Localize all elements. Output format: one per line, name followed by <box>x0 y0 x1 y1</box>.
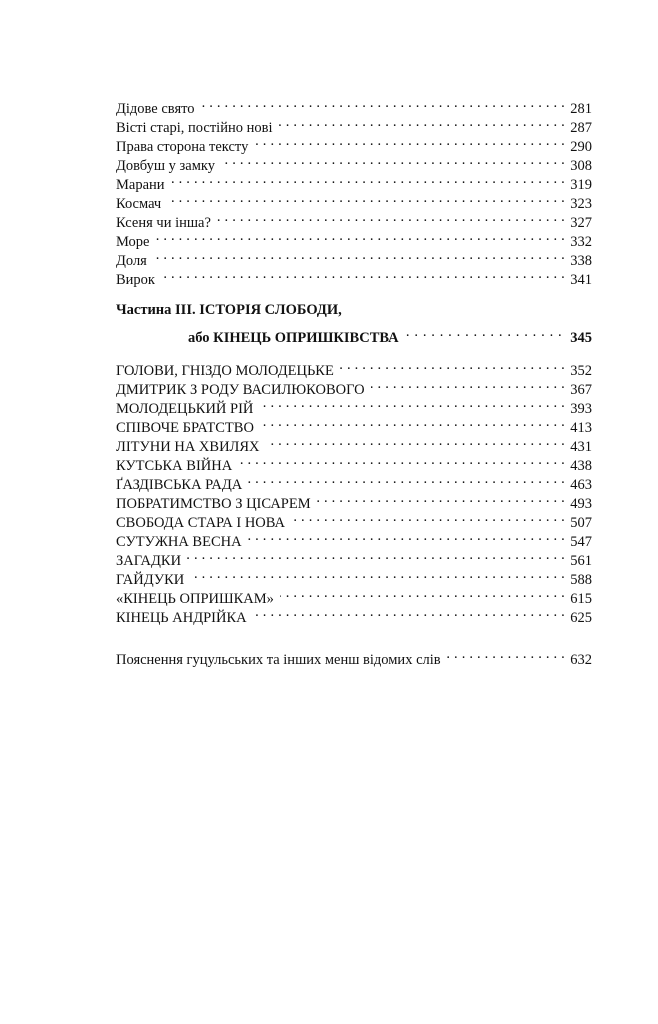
toc-entry-title: «КІНЕЦЬ ОПРИШКАМ» <box>116 591 274 607</box>
dot-leader <box>340 356 565 375</box>
dot-leader <box>187 546 565 565</box>
dot-leader <box>253 603 565 622</box>
dot-leader <box>259 394 565 413</box>
toc-entry-title: СВОБОДА СТАРА І НОВА <box>116 515 285 531</box>
toc-entry-page: 561 <box>570 553 592 569</box>
dot-leader <box>238 451 565 470</box>
toc-entry-title: Космач <box>116 196 162 212</box>
part-3-title-line1: Частина ІІІ. ІСТОРІЯ СЛОБОДИ, <box>116 302 342 318</box>
toc-entry <box>116 170 592 193</box>
toc-entry-title: ЗАГАДКИ <box>116 553 182 569</box>
toc-entry-page: 438 <box>570 458 592 474</box>
dot-leader <box>190 565 565 584</box>
toc-section-glossary <box>116 645 592 668</box>
toc-entry <box>116 265 592 288</box>
toc-entry-title: Права сторона тексту <box>116 139 249 155</box>
toc-entry-title: ГОЛОВИ, ГНІЗДО МОЛОДЕЦЬКЕ <box>116 363 334 379</box>
dot-leader <box>371 375 565 394</box>
toc-entry-title: ҐАЗДІВСЬКА РАДА <box>116 477 243 493</box>
dot-leader <box>153 246 565 265</box>
toc-entry-page: 507 <box>570 515 592 531</box>
dot-leader <box>317 489 565 508</box>
toc-entry <box>116 565 592 588</box>
toc-entry-title: Марани <box>116 177 165 193</box>
toc-entry-page: 341 <box>570 272 592 288</box>
dot-leader <box>221 151 565 170</box>
toc-entry <box>116 246 592 269</box>
dot-leader <box>201 94 565 113</box>
toc-entry-page: 323 <box>570 196 592 212</box>
toc-entry-page: 588 <box>570 572 592 588</box>
toc-entry <box>116 645 592 668</box>
toc-entry <box>116 356 592 379</box>
toc-list <box>116 94 592 288</box>
toc-entry-page: 319 <box>570 177 592 193</box>
toc-entry <box>116 546 592 569</box>
part-3-heading <box>116 301 592 346</box>
toc-entry-title: Вісті старі, постійно нові <box>116 120 273 136</box>
toc-entry-page: 327 <box>570 215 592 231</box>
toc-entry-title: Море <box>116 234 150 250</box>
dot-leader <box>248 527 565 546</box>
toc-entry-page: 632 <box>570 652 592 668</box>
toc-entry-title: Ксеня чи інша? <box>116 215 211 231</box>
toc-entry-page: 367 <box>570 382 592 398</box>
toc-section-part2-end <box>116 94 592 288</box>
toc-entry-title: ЛІТУНИ НА ХВИЛЯХ <box>116 439 260 455</box>
toc-entry-title: Довбуш у замку <box>116 158 215 174</box>
toc-list <box>116 645 592 668</box>
dot-leader <box>279 113 566 132</box>
part-3-title-line2-row <box>116 323 592 346</box>
dot-leader <box>167 189 565 208</box>
toc-entry <box>116 208 592 231</box>
toc-entry-title: СПІВОЧЕ БРАТСТВО <box>116 420 254 436</box>
toc-entry-page: 308 <box>570 158 592 174</box>
toc-entry-title: Пояснення гуцульських та інших менш відомих слів <box>116 652 441 668</box>
toc-entry-page: 352 <box>570 363 592 379</box>
toc-entry <box>116 189 592 212</box>
toc-entry-page: 431 <box>570 439 592 455</box>
dot-leader <box>217 208 565 227</box>
dot-leader <box>447 645 565 664</box>
toc-entry-title: Дідове свято <box>116 101 195 117</box>
toc-entry-title: СУТУЖНА ВЕСНА <box>116 534 242 550</box>
toc-entry-title: Вирок <box>116 272 155 288</box>
part-3-page: 345 <box>570 330 592 346</box>
toc-entry-page: 281 <box>570 101 592 117</box>
dot-leader <box>248 470 565 489</box>
toc-entry-page: 332 <box>570 234 592 250</box>
toc-entry-title: МОЛОДЕЦЬКИЙ РІЙ <box>116 401 254 417</box>
toc-entry-page: 625 <box>570 610 592 626</box>
toc-entry-page: 493 <box>570 496 592 512</box>
toc-entry-page: 287 <box>570 120 592 136</box>
toc-entry-page: 393 <box>570 401 592 417</box>
dot-leader <box>161 265 565 284</box>
toc-entry-page: 615 <box>570 591 592 607</box>
toc-entry-page: 290 <box>570 139 592 155</box>
toc-entry-title: ГАЙДУКИ <box>116 572 185 588</box>
part-3-title-line2: або КІНЕЦЬ ОПРИШКІВСТВА <box>188 330 399 346</box>
toc-entry <box>116 94 592 117</box>
dot-leader <box>280 584 565 603</box>
toc-entry <box>116 227 592 250</box>
dot-leader <box>254 132 565 151</box>
toc-entry-title: КУТСЬКА ВІЙНА <box>116 458 233 474</box>
dot-leader <box>260 413 565 432</box>
dot-leader <box>291 508 565 527</box>
dot-leader <box>405 323 563 342</box>
toc-list <box>116 356 592 626</box>
toc-section-part3 <box>116 356 592 626</box>
toc-entry-title: ДМИТРИК З РОДУ ВАСИЛЮКОВОГО <box>116 382 365 398</box>
toc-entry-title: ПОБРАТИМСТВО З ЦІСАРЕМ <box>116 496 311 512</box>
toc-entry-page: 413 <box>570 420 592 436</box>
toc-entry-page: 547 <box>570 534 592 550</box>
dot-leader <box>266 432 565 451</box>
dot-leader <box>171 170 565 189</box>
dot-leader <box>155 227 565 246</box>
toc-entry-title: КІНЕЦЬ АНДРІЙКА <box>116 610 247 626</box>
toc-entry-page: 338 <box>570 253 592 269</box>
toc-entry-page: 463 <box>570 477 592 493</box>
toc-entry-title: Доля <box>116 253 147 269</box>
